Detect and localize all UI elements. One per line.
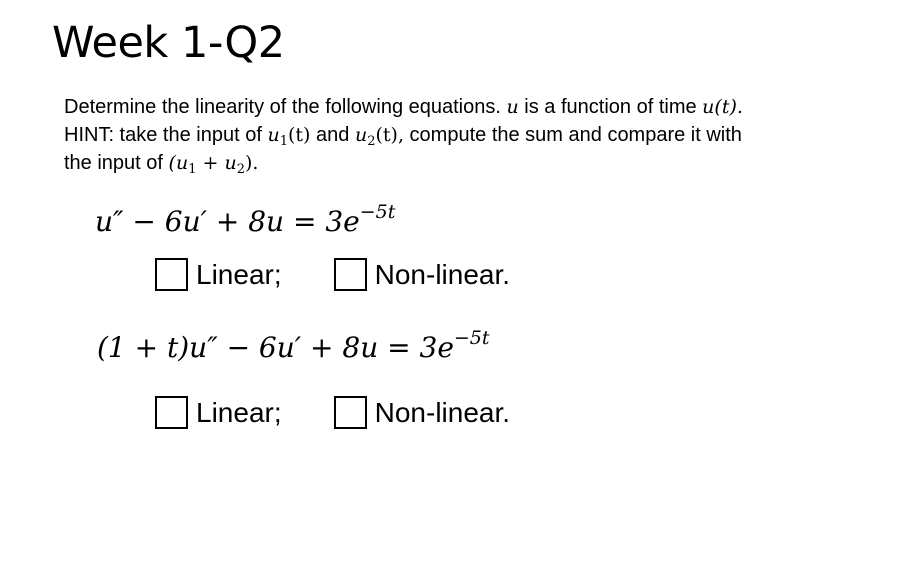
equation-1-choices (155, 258, 510, 291)
equation-2-linear-checkbox[interactable] (155, 396, 188, 429)
equation-1-linear-label: Linear; (196, 258, 282, 290)
question-text (64, 93, 884, 177)
question-line-2: HINT: take the input of $u_1(t)$ and $u_2(t)$, compute the sum and compare it with (64, 124, 742, 149)
equation-1-nonlinear-label: Non-linear. (374, 258, 511, 290)
equation-1-nonlinear-checkbox[interactable] (334, 258, 367, 291)
equation-2-linear-label: Linear; (196, 396, 282, 428)
equation-2-choices (155, 396, 510, 429)
question-line-3: the input of $(u_1 + u_2)$. (64, 152, 259, 177)
equation-2-nonlinear-option[interactable] (334, 396, 510, 429)
equation-1-linear-option[interactable] (155, 258, 282, 291)
equation-2-nonlinear-checkbox[interactable] (334, 396, 367, 429)
page-title: Week 1-Q2 (52, 18, 285, 68)
equation-2-nonlinear-label: Non-linear. (374, 396, 511, 428)
equation-2: $(1 + t)u'' - 6u' + 8u = 3e^{-5t}$ (97, 327, 490, 364)
equation-1-nonlinear-option[interactable] (334, 258, 510, 291)
equation-1-linear-checkbox[interactable] (155, 258, 188, 291)
equation-2-linear-option[interactable] (155, 396, 282, 429)
question-line-1: Determine the linearity of the following equations. u is a function of time u(t). (64, 96, 743, 118)
equation-1: $u'' - 6u' + 8u = 3e^{-5t}$ (95, 201, 396, 238)
